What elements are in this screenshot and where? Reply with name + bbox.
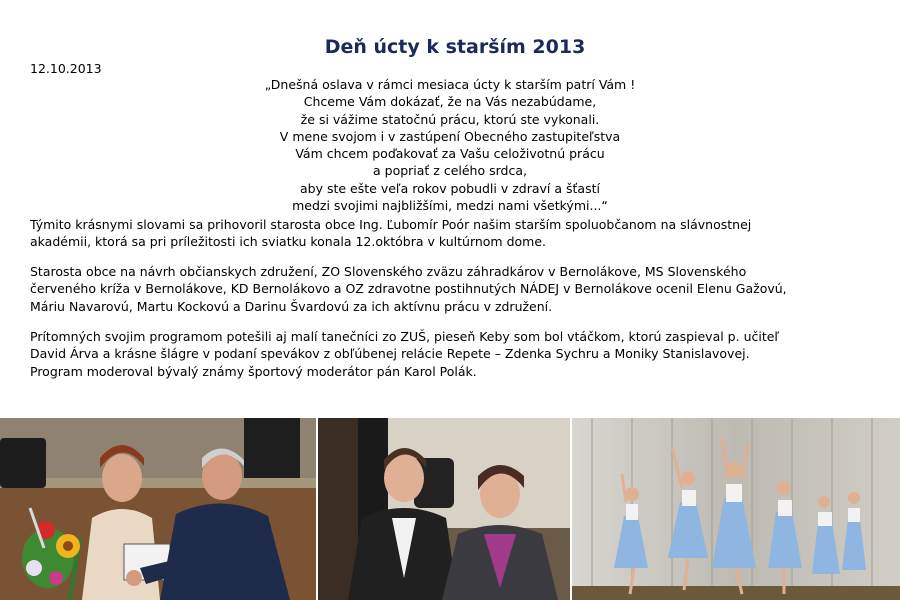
two-people-image [318, 418, 570, 600]
photo-two-people[interactable] [318, 418, 570, 600]
paragraph-line: Prítomných svojim programom potešili aj malí tanečníci zo ZUŠ, pieseň Keby som bol vtáčkom, ktorú zaspieval p. učiteľ [30, 329, 780, 344]
paragraph-program [30, 328, 890, 380]
quote-line: Vám chcem poďakovať za Vašu celoživotnú prácu [295, 146, 605, 162]
quote-line: aby ste ešte veľa rokov pobudli v zdraví a šťastí [300, 180, 600, 196]
quote-line: že si vážime statočnú prácu, ktorú ste vykonali. [300, 111, 600, 127]
quote-line: V mene svojom i v zastúpení Obecného zastupiteľstva [279, 128, 621, 144]
award-ceremony-image [0, 418, 316, 600]
quote-line: „Dnešná oslava v rámci mesiaca úcty k starším patrí Vám ! [264, 77, 636, 92]
mayor-quote [200, 76, 700, 214]
photo-award-ceremony[interactable] [0, 418, 316, 600]
quote-line: Chceme Vám dokázať, že na Vás nezabúdame, [303, 94, 597, 110]
page-title: Deň úcty k starším 2013 [324, 36, 586, 58]
photo-strip [0, 418, 900, 600]
article-date: 12.10.2013 [30, 61, 102, 76]
photo-dancers[interactable] [572, 418, 900, 600]
quote-line: a popriať z celého srdca, [373, 163, 527, 179]
paragraph-line: Týmito krásnymi slovami sa prihovoril starosta obce Ing. Ľubomír Poór našim starším spoluobčanom na slávnostnej [30, 217, 752, 232]
dancers-image [572, 418, 900, 600]
paragraph-line: David Árva a krásne šlágre v podaní spevákov z obľúbenej relácie Repete – Zdenka Sychru a Moniky Stanislavovej. [30, 346, 750, 362]
paragraph-line: červeného kríža v Bernolákove, KD Bernolákovo a OZ zdravotne postihnutých NÁDEJ v Bernolákove ocenil Elenu Gažovú, [30, 281, 787, 297]
paragraph-line: Starosta obce na návrh občianskych združení, ZO Slovenského zväzu záhradkárov v Bernolákove, MS Slovenského [30, 264, 747, 279]
paragraph-line: Máriu Navarovú, Martu Kockovú a Darinu Švardovú za ich aktívnu prácu v združení. [30, 298, 553, 314]
paragraph-line: Program moderoval bývalý známy športový moderátor pán Karol Polák. [30, 363, 477, 379]
quote-line: medzi svojimi najbližšími, medzi nami všetkými...“ [292, 198, 608, 214]
paragraph-intro [30, 216, 890, 251]
paragraph-line: akadémii, ktorá sa pri príležitosti ich sviatku konala 12.októbra v kultúrnom dome. [30, 234, 547, 250]
paragraph-awards [30, 263, 890, 315]
